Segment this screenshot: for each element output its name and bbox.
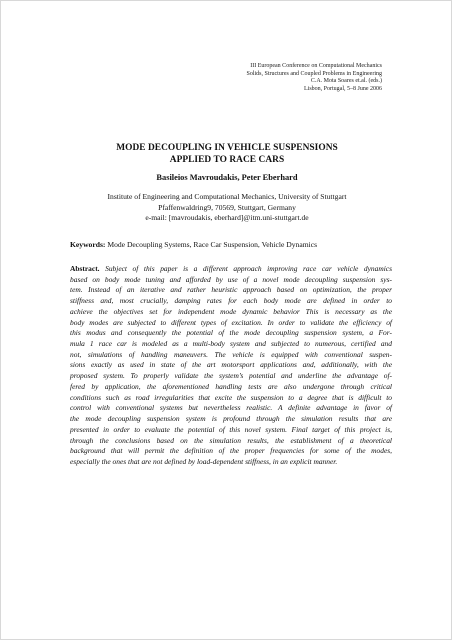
abstract-line: not, simulations of handling maneuvers. The vehicle is equipped with conventional suspen- xyxy=(70,349,392,359)
abstract-line: conditions such as road irregularities that excite the suspension to a degree that is difficult to xyxy=(70,392,392,402)
abstract-label: Abstract. xyxy=(70,264,100,273)
author-affiliation xyxy=(1,192,452,224)
abstract-line: body modes are subjected to different types of excitation. In order to validate the efficiency of xyxy=(70,317,392,327)
abstract-line: the mode decoupling suspension system is profound through the simulation results that are xyxy=(70,414,392,424)
conference-location-date: Lisbon, Portugal, 5–8 June 2006 xyxy=(304,85,382,92)
abstract-line xyxy=(70,264,392,275)
abstract-line: based on body mode tuning and afforded by use of a novel mode decoupling suspension sys- xyxy=(70,274,392,284)
affiliation-email[interactable]: e-mail: [mavroudakis, eberhard]@itm.uni-stuttgart.de xyxy=(145,213,309,223)
affiliation-institute: Institute of Engineering and Computational Mechanics, University of Stuttgart xyxy=(107,192,347,201)
conference-editors: C.A. Mota Soares et.al. (eds.) xyxy=(310,78,382,85)
keywords-label: Keywords: xyxy=(70,240,106,249)
abstract-line: stiffness and, most crucially, damping rates for each body mode are defined in order to xyxy=(70,296,392,306)
abstract-line: especially the ones that are not defined by load-dependent stiffness, in an explicit manner. xyxy=(70,456,338,466)
abstract-line: presented in order to evaluate the potential of this novel system. Final target of this project is, xyxy=(70,424,392,434)
abstract-line: control with conventional systems but nevertheless realistic. A definite advantage in favor of xyxy=(70,403,392,413)
abstract-line: background that will permit the definition of the proper frequencies for some of the modes, xyxy=(70,446,392,456)
paper-title-line-2: APPLIED TO RACE CARS xyxy=(169,155,285,165)
conference-header xyxy=(162,63,382,93)
abstract-section xyxy=(70,264,392,468)
abstract-line: mula 1 race car is modeled as a multi-body system and subjected to numerous, certified and xyxy=(70,339,392,349)
abstract-line: proposed system. To properly validate the system’s potential and underline the advantage of- xyxy=(70,371,392,381)
keywords-text: Mode Decoupling Systems, Race Car Suspension, Vehicle Dynamics xyxy=(105,240,318,249)
conference-name: III European Conference on Computational Mechanics xyxy=(250,63,382,69)
abstract-line: fered by application, the aforementioned handling tests are also undergone through critical xyxy=(70,381,392,391)
abstract-line: this modus and consequently the potential of the mode decoupling suspension system, a For- xyxy=(70,328,392,338)
abstract-line: through the conclusions based on the simulation results, the establishment of a theoretical xyxy=(70,435,392,445)
affiliation-address: Pfaffenwaldring9, 70569, Stuttgart, Germany xyxy=(158,202,296,212)
abstract-line: tem. Instead of an iterative and rather heuristic approach based on optimization, the proper xyxy=(70,285,392,295)
conference-subtitle: Solids, Structures and Coupled Problems in Engineering xyxy=(246,70,382,77)
paper-title xyxy=(1,142,452,166)
paper-authors: Basileios Mavroudakis, Peter Eberhard xyxy=(156,173,298,182)
abstract-line: sions exactly as used in state of the art motorsport applications and, additionally, with the xyxy=(70,360,392,370)
keywords-section xyxy=(70,240,390,250)
paper-title-line-1: MODE DECOUPLING IN VEHICLE SUSPENSIONS xyxy=(116,143,338,153)
abstract-text: Subject of this paper is a different approach improving race car vehicle dynamics xyxy=(99,264,392,273)
abstract-line: achieve the objectives set for independent mode dynamic behavior This is necessary as the xyxy=(70,306,392,316)
